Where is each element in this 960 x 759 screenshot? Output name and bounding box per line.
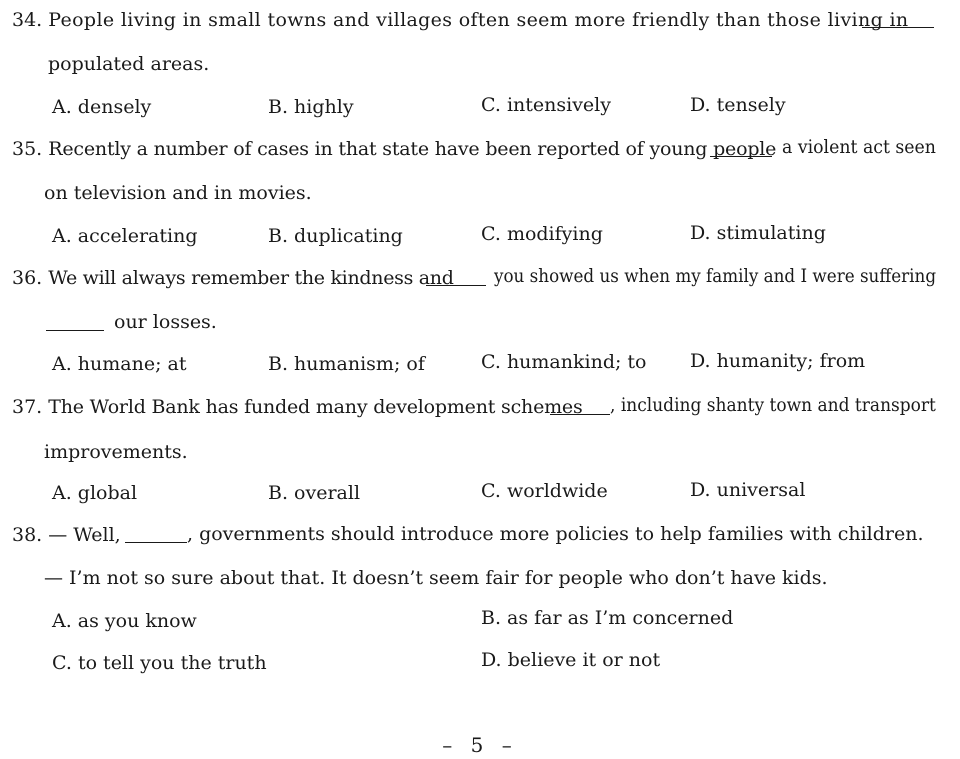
option-c: C. worldwide (481, 480, 608, 502)
option-a: A. global (52, 482, 138, 504)
option-a: A. humane; at (52, 353, 187, 375)
answer-blank (550, 396, 610, 415)
answer-blank (46, 312, 104, 331)
question-number: 37. (12, 396, 43, 418)
page-number: – 5 – (442, 733, 518, 757)
option-d: D. stimulating (690, 222, 826, 244)
question-text: — Well, (48, 524, 121, 546)
option-d: D. universal (690, 479, 806, 501)
option-b: B. overall (268, 482, 361, 504)
option-c: C. intensively (481, 94, 611, 116)
question-38-reply: — I’m not so sure about that. It doesn’t seem fair for people who don’t have kids. (44, 567, 828, 589)
question-37-stem-end: , including shanty town and transport (610, 394, 936, 416)
question-number: 38. (12, 524, 43, 546)
option-d: D. tensely (690, 94, 786, 116)
answer-blank (862, 9, 934, 28)
answer-blank (710, 138, 772, 157)
question-38-stem-end: , governments should introduce more policies to help families with children. (187, 523, 924, 545)
question-text: The World Bank has funded many development schemes (48, 396, 583, 418)
answer-blank (125, 524, 187, 543)
question-35-stem-end: a violent act seen (782, 136, 936, 158)
question-35-stem-continued: on television and in movies. (44, 182, 312, 204)
question-36-stem-continued: our losses. (114, 311, 217, 333)
answer-blank (426, 267, 486, 286)
question-37-stem (12, 395, 583, 419)
question-text: People living in small towns and villages often seem more friendly than those living in (48, 9, 909, 31)
question-text: Recently a number of cases in that state have been reported of young people (48, 138, 777, 160)
option-d: D. believe it or not (481, 649, 661, 671)
option-a: A. accelerating (52, 225, 198, 247)
question-number: 34. (12, 9, 43, 31)
question-36-stem-end: you showed us when my family and I were suffering (494, 265, 937, 287)
question-34-stem-continued: populated areas. (48, 53, 210, 75)
question-37-stem-continued: improvements. (44, 441, 188, 463)
question-number: 35. (12, 138, 43, 160)
question-35-stem (12, 137, 776, 161)
question-text: We will always remember the kindness and (48, 267, 454, 289)
option-c: C. humankind; to (481, 351, 647, 373)
option-b: B. duplicating (268, 225, 403, 247)
question-number: 36. (12, 267, 43, 289)
option-b: B. humanism; of (268, 353, 425, 375)
option-a: A. as you know (52, 610, 197, 632)
option-b: B. as far as I’m concerned (481, 607, 734, 629)
question-34-stem (12, 8, 908, 32)
option-d: D. humanity; from (690, 350, 866, 372)
option-a: A. densely (52, 96, 152, 118)
option-c: C. to tell you the truth (52, 652, 267, 674)
option-c: C. modifying (481, 223, 603, 245)
question-38-stem (12, 523, 121, 547)
option-b: B. highly (268, 96, 354, 118)
question-36-stem (12, 266, 454, 290)
